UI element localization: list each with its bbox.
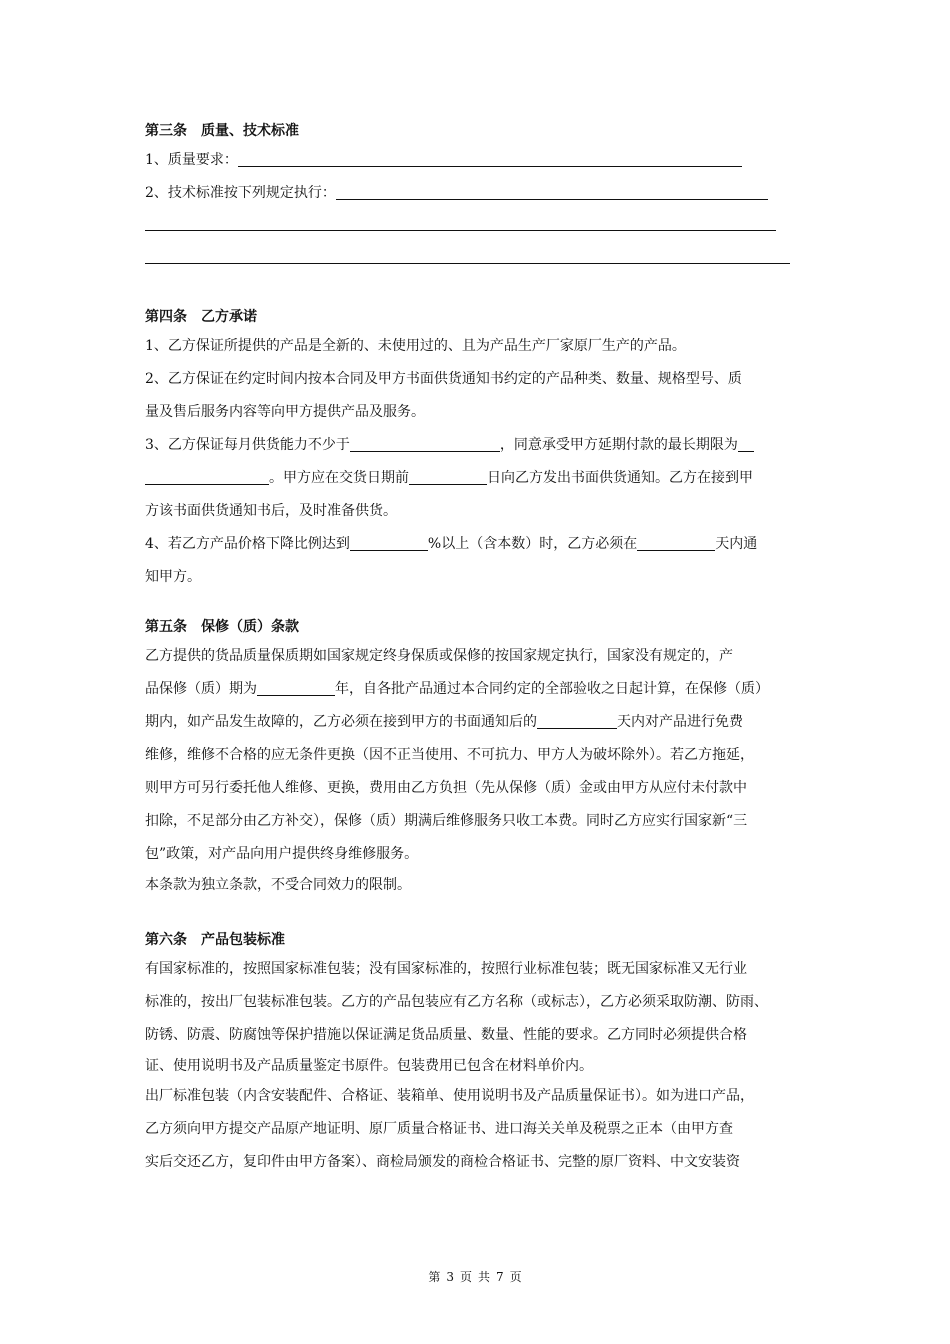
paragraph-line: 乙方须向甲方提交产品原产地证明、原厂质量合格证书、进口海关关单及税票之正本（由甲方查 <box>145 1121 733 1137</box>
paragraph-line: 包”政策，对产品向用户提供终身维修服务。 <box>145 846 419 862</box>
paragraph-line: 扣除，不足部分由乙方补交），保修（质）期满后维修服务只收工本费。同时乙方应实行国家新“三 <box>145 813 748 829</box>
paragraph-line: 1、乙方保证所提供的产品是全新的、未使用过的、且为产品生产厂家原厂生产的产品。 <box>145 338 686 354</box>
quality-requirement-line: 1、质量要求： <box>145 144 817 177</box>
total-page-number: 7 <box>496 1270 504 1284</box>
section-3-title: 第三条 质量、技术标准 <box>145 123 299 139</box>
paragraph-line: 知甲方。 <box>145 569 201 585</box>
paragraph-line: 则甲方可另行委托他人维修、更换，费用由乙方负担（先从保修（质）金或由甲方从应付未付款中 <box>145 780 747 796</box>
paragraph-line: 量及售后服务内容等向甲方提供产品及服务。 <box>145 404 425 420</box>
paragraph-line: 出厂标准包装（内含安装配件、合格证、装箱单、使用说明书及产品质量保证书）。如为进口产品， <box>145 1088 754 1104</box>
blank-technical-standard[interactable] <box>336 182 768 200</box>
section-6-title: 第六条 产品包装标准 <box>145 932 285 948</box>
section-4-title: 第四条 乙方承诺 <box>145 309 257 325</box>
paragraph-line: 实后交还乙方，复印件由甲方备案）、商检局颁发的商检合格证书、完整的原厂资料、中文安装资 <box>145 1154 740 1170</box>
delivery-notice-line: 。甲方应在交货日期前 日向乙方发出书面供货通知。乙方在接到甲 <box>145 462 817 495</box>
contract-body <box>145 118 817 1179</box>
section-5-title: 第五条 保修（质）条款 <box>145 619 299 635</box>
blank-line-1[interactable] <box>145 210 817 243</box>
blank-repair-days[interactable] <box>537 711 617 729</box>
paragraph-line: 本条款为独立条款，不受合同效力的限制。 <box>145 877 411 893</box>
paragraph-line: 维修，维修不合格的应无条件更换（因不正当使用、不可抗力、甲方人为破坏除外）。若乙方拖延， <box>145 747 754 763</box>
supply-capacity-line: 3、乙方保证每月供货能力不少于 ，同意承受甲方延期付款的最长期限为 <box>145 429 817 462</box>
repair-days-line: 期内，如产品发生故障的，乙方必须在接到甲方的书面通知后的 天内对产品进行免费 <box>145 706 817 739</box>
blank-notify-days[interactable] <box>637 533 715 551</box>
blank-notice-days[interactable] <box>409 467 487 485</box>
blank-warranty-years[interactable] <box>257 678 335 696</box>
page-footer: 第 3 页 共 7 页 <box>428 1270 522 1284</box>
paragraph-line: 有国家标准的，按照国家标准包装；没有国家标准的，按照行业标准包装；既无国家标准又无行业 <box>145 961 747 977</box>
blank-line-2[interactable] <box>145 243 817 276</box>
paragraph-line: 方该书面供货通知书后，及时准备供货。 <box>145 503 397 519</box>
price-drop-line: 4、若乙方产品价格下降比例达到 %以上（含本数）时，乙方必须在 天内通 <box>145 528 817 561</box>
paragraph-line: 2、乙方保证在约定时间内按本合同及甲方书面供货通知书约定的产品种类、数量、规格型号、质 <box>145 371 742 387</box>
blank-price-drop-percent[interactable] <box>350 533 428 551</box>
blank-supply-capacity[interactable] <box>350 434 500 452</box>
paragraph-line: 标准的，按出厂包装标准包装。乙方的产品包装应有乙方名称（或标志），乙方必须采取防潮、防雨、 <box>145 994 768 1010</box>
blank-payment-delay[interactable] <box>145 467 269 485</box>
paragraph-line: 乙方提供的货品质量保质期如国家规定终身保质或保修的按国家规定执行，国家没有规定的，产 <box>145 648 733 664</box>
warranty-period-line: 品保修（质）期为 年，自各批产品通过本合同约定的全部验收之日起计算，在保修（质） <box>145 673 817 706</box>
technical-standard-line: 2、技术标准按下列规定执行： <box>145 177 817 210</box>
paragraph-line: 防锈、防震、防腐蚀等保护措施以保证满足货品质量、数量、性能的要求。乙方同时必须提供合格 <box>145 1027 747 1043</box>
current-page-number: 3 <box>446 1270 454 1284</box>
blank-quality-requirement[interactable] <box>238 149 742 167</box>
blank-payment-delay-start[interactable] <box>738 434 754 452</box>
paragraph-line: 证、使用说明书及产品质量鉴定书原件。包装费用已包含在材料单价内。 <box>145 1058 593 1074</box>
